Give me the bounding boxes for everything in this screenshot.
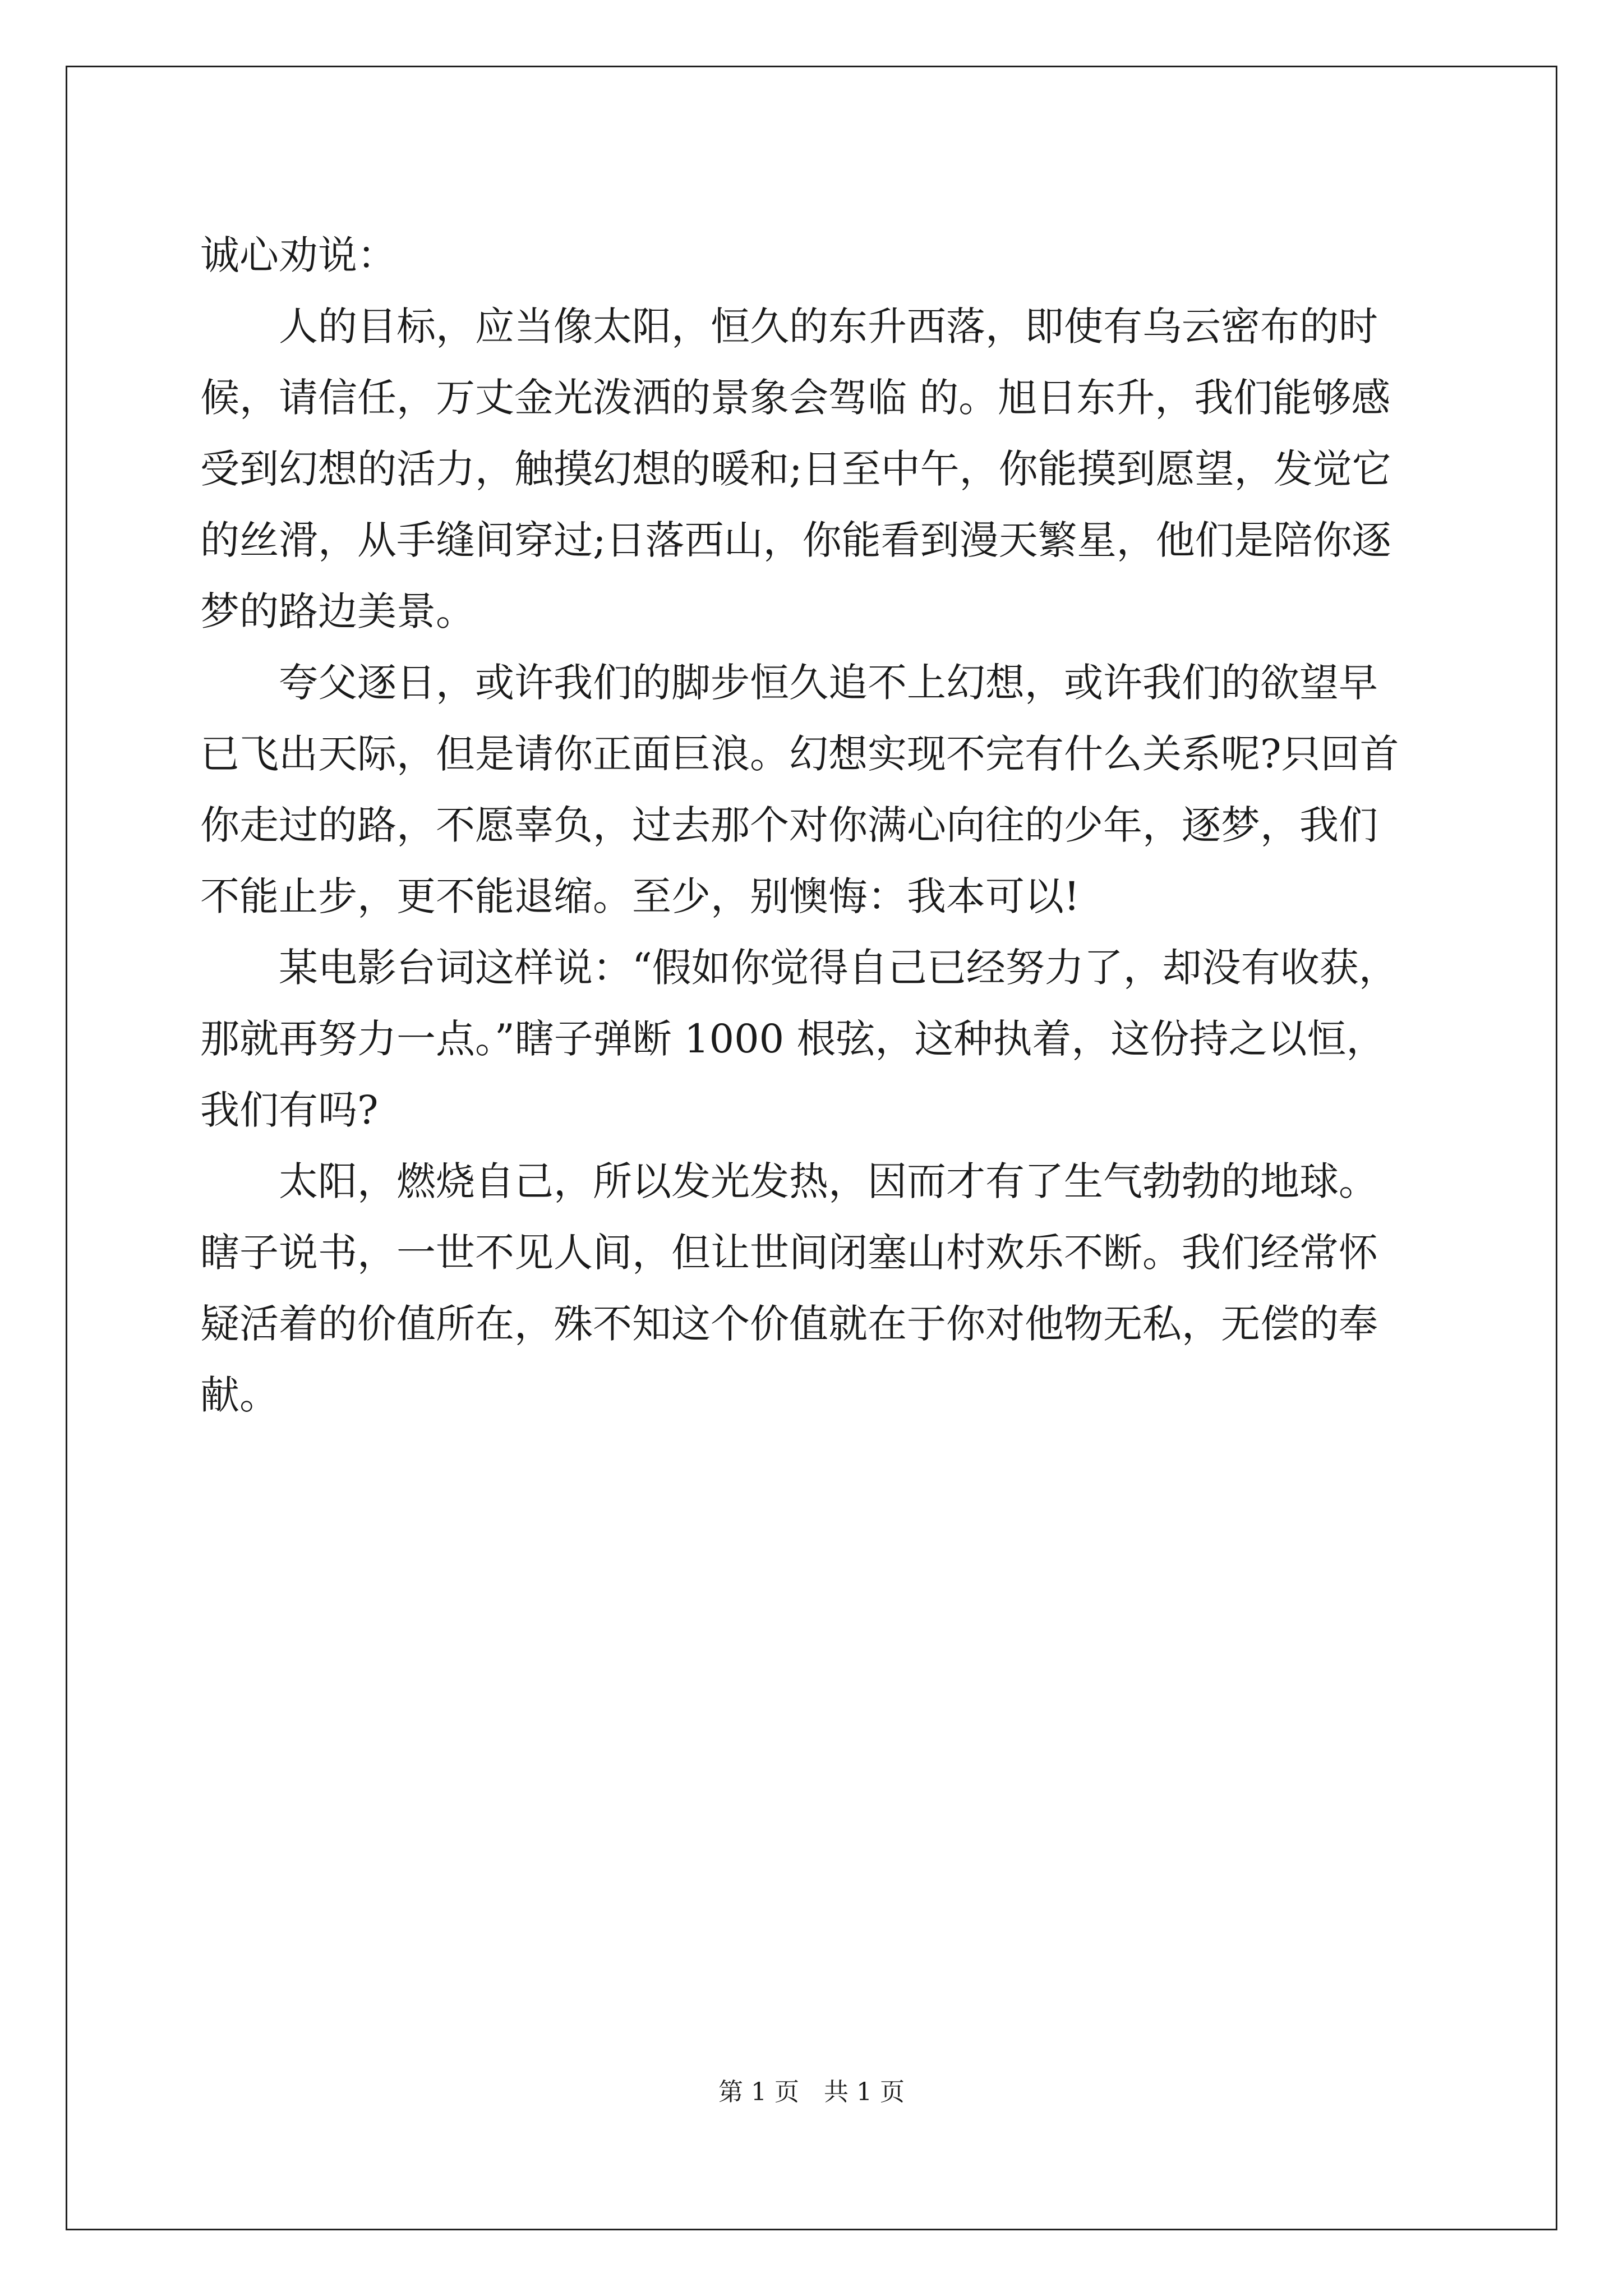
text-line: 疑活着的价值所在，殊不知这个价值就在于你对他物无私，无偿的奉: [200, 1301, 1378, 1347]
text-line: 候，请信任，万丈金光泼洒的景象会驾临 的。旭日东升，我们能够感: [200, 375, 1391, 421]
text-line: 受到幻想的活力，触摸幻想的暖和;日至中午，你能摸到愿望，发觉它: [200, 446, 1391, 492]
text-line: 不能止步，更不能退缩。至少，别懊悔：我本可以!: [200, 873, 1080, 919]
text-line: 那就再努力一点。”瞎子弹断 1000 根弦，这种执着，这份持之以恒，: [200, 1016, 1386, 1062]
text-line: 瞎子说书，一世不见人间，但让世间闭塞山村欢乐不断。我们经常怀: [200, 1230, 1378, 1276]
document-body: [200, 220, 1434, 1431]
text-line: 人的目标，应当像太阳，恒久的东升西落，即使有乌云密布的时: [200, 303, 1378, 349]
text-line: 的丝滑，从手缝间穿过;日落西山，你能看到漫天繁星，他们是陪你逐: [200, 517, 1391, 563]
page-footer: 第 1 页 共 1 页: [718, 2078, 905, 2106]
text-line: 太阳，燃烧自己，所以发光发热，因而才有了生气勃勃的地球。: [200, 1158, 1378, 1204]
text-line: 献。: [200, 1372, 279, 1418]
text-line: 诚心劝说：: [200, 232, 396, 278]
text-line: 某电影台词这样说：“假如你觉得自己已经努力了，却没有收获，: [200, 945, 1398, 991]
text-line: 夸父逐日，或许我们的脚步恒久追不上幻想，或许我们的欲望早: [200, 660, 1378, 706]
text-line: 已飞出天际，但是请你正面巨浪。幻想实现不完有什么关系呢?只回首: [200, 731, 1399, 777]
text-line: 梦的路边美景。: [200, 588, 475, 634]
text-line: 你走过的路，不愿辜负，过去那个对你满心向往的少年，逐梦，我们: [200, 802, 1378, 848]
text-line: 我们有吗?: [200, 1087, 379, 1133]
